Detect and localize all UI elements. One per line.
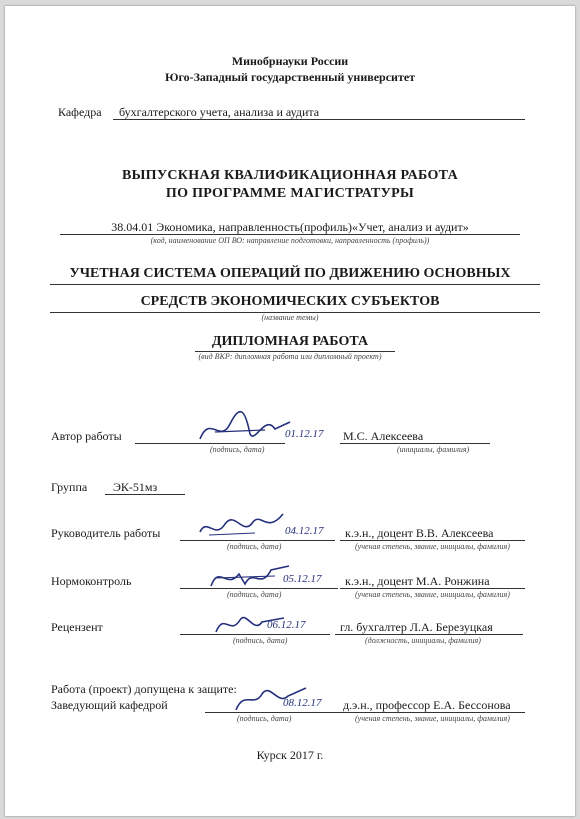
city-year: Курск 2017 г. — [256, 748, 324, 762]
supervisor-signature-icon — [195, 502, 290, 546]
work-title-line1: ВЫПУСКНАЯ КВАЛИФИКАЦИОННАЯ РАБОТА — [121, 168, 459, 183]
department-underline — [113, 119, 525, 120]
program-caption: (код, наименование ОП ВО: направление подготовки, направленность (профиль)) — [150, 236, 430, 245]
topic-caption: (название темы) — [261, 313, 319, 322]
head-label: Заведующий кафедрой — [51, 698, 168, 712]
normcontrol-label: Нормоконтроль — [51, 574, 132, 588]
normcontrol-name-caption: (ученая степень, звание, инициалы, фамилия) — [355, 590, 510, 599]
reviewer-name-caption: (должность, инициалы, фамилия) — [365, 636, 481, 645]
author-sig-caption: (подпись, дата) — [210, 445, 265, 454]
program-underline — [60, 234, 520, 235]
normcontrol-name: к.э.н., доцент М.А. Ронжина — [345, 574, 490, 588]
author-name-underline — [340, 443, 490, 444]
group-underline — [105, 494, 185, 495]
reviewer-sig-caption: (подпись, дата) — [233, 636, 288, 645]
normcontrol-sig-caption: (подпись, дата) — [227, 590, 282, 599]
head-name-caption: (ученая степень, звание, инициалы, фамилия) — [355, 714, 510, 723]
topic-underline-1 — [50, 284, 540, 285]
supervisor-sig-caption: (подпись, дата) — [227, 542, 282, 551]
group-value: ЭК-51мз — [113, 480, 158, 494]
normcontrol-date: 05.12.17 — [283, 573, 322, 585]
head-name: д.э.н., профессор Е.А. Бессонова — [343, 698, 511, 712]
reviewer-name: гл. бухгалтер Л.А. Березуцкая — [340, 620, 493, 634]
group-label: Группа — [51, 480, 88, 494]
normcontrol-name-underline — [340, 588, 525, 589]
program-code: 38.04.01 Экономика, направленность(профиль)«Учет, анализ и аудит» — [111, 220, 469, 234]
document-page — [5, 6, 575, 816]
author-date: 01.12.17 — [285, 428, 324, 440]
ministry-name: Минобрнауки России — [231, 54, 349, 68]
topic-line2: СРЕДСТВ ЭКОНОМИЧЕСКИХ СУБЪЕКТОВ — [140, 294, 440, 309]
reviewer-date: 06.12.17 — [267, 619, 306, 631]
supervisor-name: к.э.н., доцент В.В. Алексеева — [345, 526, 494, 540]
supervisor-date: 04.12.17 — [285, 525, 324, 537]
work-title-line2: ПО ПРОГРАММЕ МАГИСТРАТУРЫ — [165, 186, 415, 201]
department-value: бухгалтерского учета, анализа и аудита — [119, 105, 320, 119]
topic-line1: УЧЕТНАЯ СИСТЕМА ОПЕРАЦИЙ ПО ДВИЖЕНИЮ ОСНОВНЫХ — [69, 266, 511, 281]
author-signature-icon — [195, 404, 295, 448]
supervisor-label: Руководитель работы — [51, 526, 161, 540]
admission-text: Работа (проект) допущена к защите: — [51, 682, 237, 696]
reviewer-label: Рецензент — [51, 620, 103, 634]
work-type-caption: (вид ВКР: дипломная работа или дипломный проект) — [198, 352, 382, 361]
head-name-underline — [340, 712, 525, 713]
author-name-caption: (инициалы, фамилия) — [397, 445, 470, 454]
head-sig-caption: (подпись, дата) — [237, 714, 292, 723]
department-label: Кафедра — [58, 105, 102, 119]
university-name: Юго-Западный государственный университет — [164, 70, 416, 84]
head-date: 08.12.17 — [283, 697, 322, 709]
supervisor-name-caption: (ученая степень, звание, инициалы, фамилия) — [355, 542, 510, 551]
work-type: ДИПЛОМНАЯ РАБОТА — [211, 334, 369, 349]
reviewer-name-underline — [335, 634, 523, 635]
author-label: Автор работы — [51, 429, 122, 443]
author-name: М.С. Алексеева — [343, 429, 424, 443]
supervisor-name-underline — [340, 540, 525, 541]
